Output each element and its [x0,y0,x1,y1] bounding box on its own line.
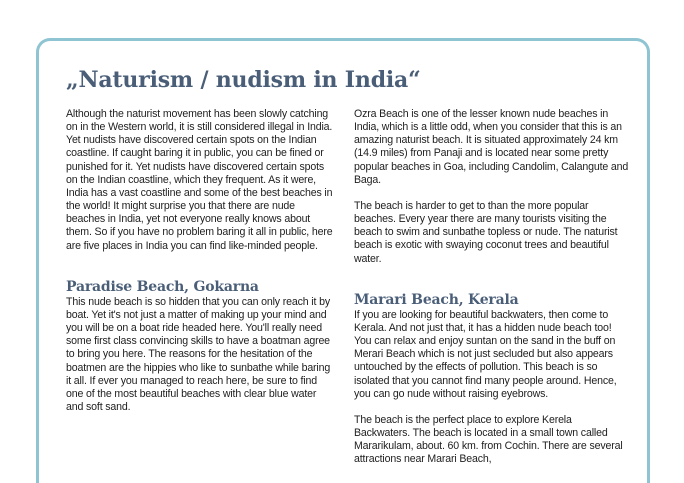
intro-paragraph: Although the naturist movement has been slowly catching on in the Western world, it is still considered illegal in India. Yet nudists have discovered certain spots on the Indian coastline. If caught baring it in public, you can be fined or punished for it. Yet nudists have discovered certain spots on the Indian coastline, which they frequent. As it were, India has a vast coastline and some of the best beaches in the world! It might surprise you that there are nude beaches in India, yet not everyone really knows about them. So if you have no problem baring it all in public, here are five places in India you can find like-minded people. [66,108,333,252]
paragraph-gap [354,401,629,414]
paragraph-gap [354,187,629,200]
right-column [354,108,629,466]
article-title: „Naturism / nudism in India“ [66,67,421,93]
paragraph-gap [66,253,336,279]
paragraph-gap [354,266,629,292]
marari-beach-heading: Marari Beach, Kerala [354,291,519,308]
paradise-beach-paragraph: This nude beach is so hidden that you can only reach it by boat. Yet it's not just a matter of making up your mind and you will be on a boat ride headed here. You'll really need some first class convincing skills to have a boatman agree to bring you here. The reasons for the hesitation of the boatmen are the hippies who like to sunbathe while baring it all. If ever you managed to reach here, be sure to find one of the most beautiful beaches with clear blue water and soft sand. [66,295,331,413]
ozra-beach-paragraph-1: Ozra Beach is one of the lesser known nude beaches in India, which is a little odd, when you consider that this is an amazing naturist beach. It is situated approximately 24 km (14.9 miles) from Panaji and is located near some pretty popular beaches in Goa, including Candolim, Calangute and Baga. [354,108,629,186]
marari-beach-paragraph-2: The beach is the perfect place to explore Kerela Backwaters. The beach is located in a small town called Mararikulam, about. 60 km. from Cochin. There are several attractions near Marari Beach, [354,413,623,466]
ozra-beach-paragraph-2: The beach is harder to get to than the more popular beaches. Every year there are many tourists visiting the beach to swim and sunbathe topless or nude. The naturist beach is exotic with swaying coconut trees and beautiful water. [354,199,618,265]
marari-beach-paragraph-1: If you are looking for beautiful backwaters, then come to Kerala. And not just that, it has a hidden nude beach too! You can relax and enjoy suntan on the sand in the buff on Merari Beach which is not just secluded but also appears untouched by the effects of pollution. This beach is so isolated that you cannot find many people around. Hence, you can go nude without raising eyebrows. [354,308,617,400]
left-column [66,108,336,414]
paradise-beach-heading: Paradise Beach, Gokarna [66,278,259,295]
